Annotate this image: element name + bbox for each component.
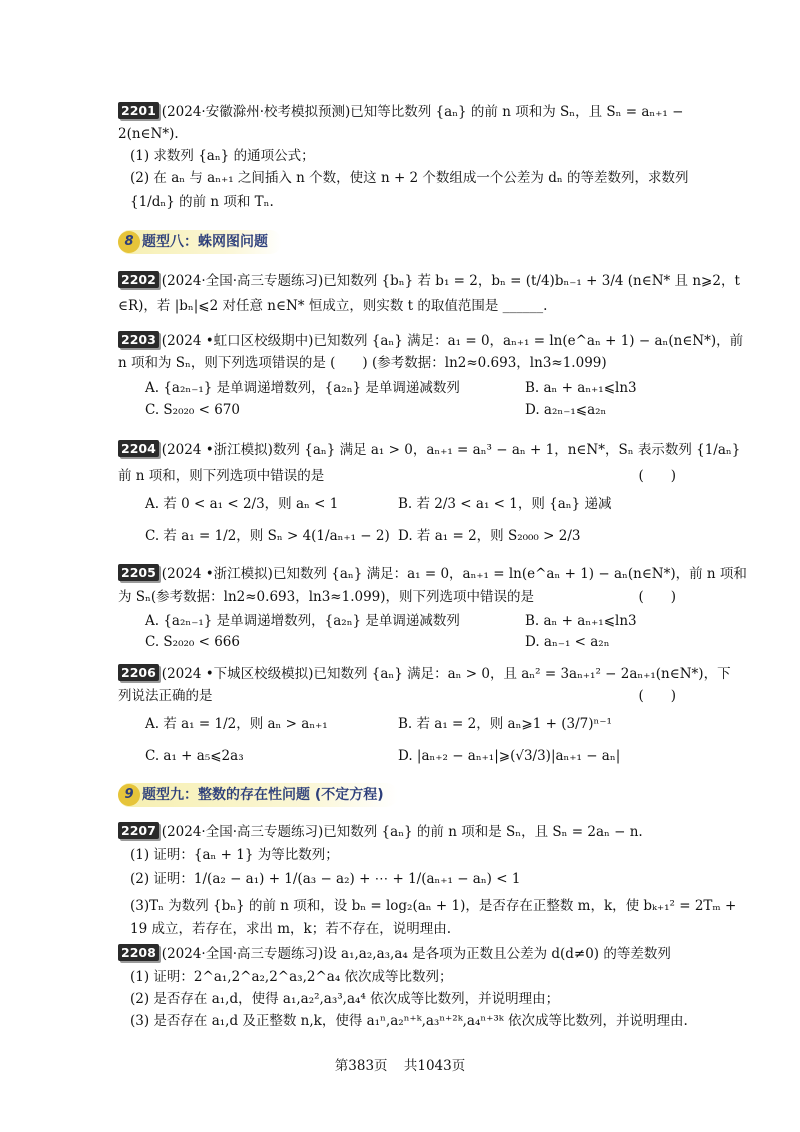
answer-bracket: ( )	[638, 688, 676, 704]
problem-2205-option-b: B. aₙ + aₙ₊₁⩽ln3	[525, 613, 637, 629]
problem-2201-part-2-cont: {1/dₙ} 的前 n 项和 Tₙ.	[130, 194, 274, 210]
problem-2203-option-a: A. {a₂ₙ₋₁} 是单调递增数列，{a₂ₙ} 是单调递减数列	[145, 380, 460, 396]
problem-2203-option-b: B. aₙ + aₙ₊₁⩽ln3	[525, 380, 637, 396]
problem-2206-option-d: D. |aₙ₊₂ − aₙ₊₁|⩾(√3/3)|aₙ₊₁ − aₙ|	[398, 748, 621, 764]
problem-2208-part-3: (3) 是否存在 a₁,d 及正整数 n,k，使得 a₁ⁿ,a₂ⁿ⁺ᵏ,a₃ⁿ⁺²ᵏ,a₄ⁿ⁺³ᵏ 依次成等比数列，并说明理由.	[130, 1013, 688, 1029]
problem-2207-part-3-cont: 19 成立，若存在，求出 m，k；若不存在，说明理由.	[130, 921, 452, 937]
problem-2203-option-c: C. S₂₀₂₀ < 670	[145, 402, 240, 418]
problem-2206-line-2: 列说法正确的是 ( )	[118, 688, 676, 704]
problem-2207-part-3: (3)Tₙ 为数列 {bₙ} 的前 n 项和，设 bₙ = log₂(aₙ + 1)，是否存在正整数 m，k，使 bₖ₊₁² = 2Tₘ +	[130, 898, 737, 914]
page-footer	[0, 1054, 800, 1074]
problem-number: 2203	[118, 331, 159, 348]
problem-2205-line-2: 为 Sₙ(参考数据：ln2≈0.693，ln3≈1.099)，则下列选项中错误的是 ( )	[118, 589, 676, 605]
section-badge: 9	[118, 784, 140, 806]
problem-2201-line-1: 2201 (2024·安徽滁州·校考模拟预测)已知等比数列 {aₙ} 的前 n 项和为 Sₙ，且 Sₙ = aₙ₊₁ −	[118, 102, 683, 122]
answer-bracket: ( )	[638, 589, 676, 605]
problem-2204-option-b: B. 若 2/3 < a₁ < 1，则 {aₙ} 递减	[398, 496, 612, 512]
problem-2207-line-1: 2207 (2024·全国·高三专题练习)已知数列 {aₙ} 的前 n 项和是 Sₙ，且 Sₙ = 2aₙ − n.	[118, 822, 643, 842]
problem-2208-line-1: 2208 (2024·全国·高三专题练习)设 a₁,a₂,a₃,a₄ 是各项为正数且公差为 d(d≠0) 的等差数列	[118, 944, 671, 964]
problem-number: 2202	[118, 271, 159, 288]
problem-2203-option-d: D. a₂ₙ₋₁⩽a₂ₙ	[525, 402, 607, 418]
problem-number: 2208	[118, 944, 159, 961]
problem-number: 2205	[118, 564, 159, 581]
problem-number: 2201	[118, 102, 159, 119]
total-pages: 共1043页	[403, 1058, 466, 1074]
problem-2205-line-1: 2205 (2024 •浙江模拟)已知数列 {aₙ} 满足：a₁ = 0，aₙ₊₁ = ln(e^aₙ + 1) − aₙ(n∈N*)，前 n 项和	[118, 564, 747, 584]
page-number: 第383页	[334, 1058, 388, 1074]
problem-2204-line-1: 2204 (2024 •浙江模拟)数列 {aₙ} 满足 a₁ > 0，aₙ₊₁ = aₙ³ − aₙ + 1，n∈N*，Sₙ 表示数列 {1/aₙ}	[118, 440, 740, 460]
problem-2205-option-d: D. aₙ₋₁ < a₂ₙ	[525, 634, 610, 650]
problem-2208-part-2: (2) 是否存在 a₁,d，使得 a₁,a₂²,a₃³,a₄⁴ 依次成等比数列，并说明理由；	[130, 991, 560, 1007]
problem-number: 2207	[118, 822, 159, 839]
problem-2204-option-d: D. 若 a₁ = 2，则 S₂₀₀₀ > 2/3	[398, 528, 581, 544]
problem-2208-part-1: (1) 证明：2^a₁,2^a₂,2^a₃,2^a₄ 依次成等比数列；	[130, 969, 453, 985]
section-heading-9	[118, 783, 398, 807]
section-title: 题型九：整数的存在性问题 (不定方程)	[142, 787, 384, 803]
problem-2206-option-b: B. 若 a₁ = 2，则 aₙ⩾1 + (3/7)ⁿ⁻¹	[398, 716, 612, 732]
problem-2202-line-1: 2202 (2024·全国·高三专题练习)已知数列 {bₙ} 若 b₁ = 2，bₙ = (t/4)bₙ₋₁ + 3/4 (n∈N* 且 n⩾2，t	[118, 271, 740, 291]
problem-2204-option-a: A. 若 0 < a₁ < 2/3，则 aₙ < 1	[145, 496, 339, 512]
problem-2207-part-2: (2) 证明：1/(a₂ − a₁) + 1/(a₃ − a₂) + ⋯ + 1/(aₙ₊₁ − aₙ) < 1	[130, 871, 521, 887]
problem-2206-option-c: C. a₁ + a₅⩽2a₃	[145, 748, 244, 764]
problem-2205-option-c: C. S₂₀₂₀ < 666	[145, 634, 240, 650]
problem-2204-line-2: 前 n 项和，则下列选项中错误的是 ( )	[118, 468, 676, 484]
problem-2203-line-2: n 项和为 Sₙ，则下列选项错误的是 ( ) (参考数据：ln2≈0.693，ln3≈1.099)	[118, 355, 607, 371]
problem-number: 2206	[118, 664, 159, 681]
problem-2202-line-2: ∈R)，若 |bₙ|⩽2 对任意 n∈N* 恒成立，则实数 t 的取值范围是 ______.	[118, 298, 548, 314]
problem-number: 2204	[118, 440, 159, 457]
problem-2201-line-2: 2(n∈N*).	[118, 126, 179, 142]
problem-2203-line-1: 2203 (2024 •虹口区校级期中)已知数列 {aₙ} 满足：a₁ = 0，aₙ₊₁ = ln(e^aₙ + 1) − aₙ(n∈N*)，前	[118, 331, 743, 351]
problem-2205-option-a: A. {a₂ₙ₋₁} 是单调递增数列，{a₂ₙ} 是单调递减数列	[145, 613, 460, 629]
section-badge: 8	[118, 231, 140, 253]
problem-2207-part-1: (1) 证明：{aₙ + 1} 为等比数列；	[130, 847, 339, 863]
problem-2201-part-1: (1) 求数列 {aₙ} 的通项公式；	[130, 148, 315, 164]
section-heading-8	[118, 230, 282, 254]
section-title: 题型八：蛛网图问题	[142, 234, 268, 250]
problem-2204-option-c: C. 若 a₁ = 1/2，则 Sₙ > 4(1/aₙ₊₁ − 2)	[145, 528, 390, 544]
problem-2206-option-a: A. 若 a₁ = 1/2，则 aₙ > aₙ₊₁	[145, 716, 328, 732]
problem-2201-part-2: (2) 在 aₙ 与 aₙ₊₁ 之间插入 n 个数，使这 n + 2 个数组成一个公差为 dₙ 的等差数列，求数列	[130, 170, 689, 186]
problem-2206-line-1: 2206 (2024 •下城区校级模拟)已知数列 {aₙ} 满足：aₙ > 0，且 aₙ² = 3aₙ₊₁² − 2aₙ₊₁(n∈N*)，下	[118, 664, 731, 684]
answer-bracket: ( )	[638, 468, 676, 484]
